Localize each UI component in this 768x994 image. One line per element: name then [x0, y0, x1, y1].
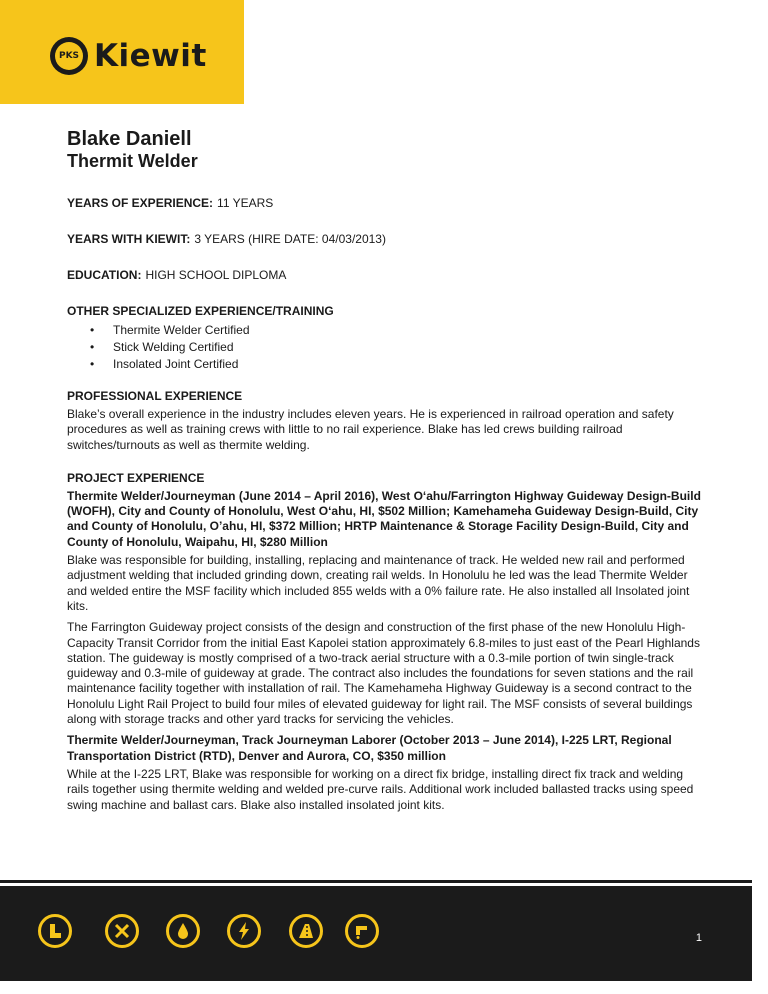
tools-icon — [105, 914, 139, 948]
education-field — [67, 268, 707, 282]
water-drop-icon — [166, 914, 200, 948]
footer-divider — [0, 880, 752, 883]
education-value: HIGH SCHOOL DIPLOMA — [145, 268, 287, 282]
resume-content — [67, 128, 707, 813]
training-item: • Thermite Welder Certified — [113, 322, 707, 339]
years-kiewit-value: 3 YEARS (HIRE DATE: 04/03/2013) — [194, 232, 386, 246]
logo-seal — [50, 37, 88, 75]
footer-bar — [0, 886, 752, 981]
road-icon — [289, 914, 323, 948]
training-item: • Insolated Joint Certified — [113, 356, 707, 373]
education-label: EDUCATION: — [67, 268, 142, 282]
training-heading: OTHER SPECIALIZED EXPERIENCE/TRAINING — [67, 304, 334, 318]
project-1-title: Thermite Welder/Journeyman (June 2014 – April 2016), West O‘ahu/Farrington Highway Guideway Design-Build (WOFH), City and County of Honolulu, West O‘ahu, HI, $502 Million; Kamehameha Guideway Design-Build, City and County of Honolulu, O’ahu, HI, $372 Million; HRTP Maintenance & Storage Facility Design-Build, City and County of Honolulu, Waipahu, HI, $280 Million — [67, 488, 701, 549]
job-title: Thermit Welder — [67, 151, 198, 171]
logo-block — [0, 0, 244, 104]
project-2-text: While at the I-225 LRT, Blake was responsible for working on a direct fix bridge, installing direct fix track and welding rails together using thermite welding and welded pre-curve rails. Additional work included ballasted tracks using speed swing machine and ballast cars. Blake also installed insolated joint kits. — [67, 766, 694, 812]
project-2-title: Thermite Welder/Journeyman, Track Journeyman Laborer (October 2013 – June 2014), I-225 LRT, Regional Transportation District (RTD), Denver and Aurora, CO, $350 million — [67, 733, 672, 763]
years-experience-value: 11 YEARS — [217, 196, 274, 210]
years-kiewit-label: YEARS WITH KIEWIT: — [67, 232, 191, 246]
logo-seal-text: PKS — [55, 42, 83, 70]
building-icon — [38, 914, 72, 948]
logo-wordmark: Kiewit — [94, 38, 207, 74]
project-1-text-1: Blake was responsible for building, installing, replacing and maintenance of track. He welded new rail and performed adjustment welding that included grinding down, creating rail welds. In Honolulu he led was the lead Thermite Welder and welded entire the MSF facility which included 855 welds with a 0% failure rate. He also installed all Insolated joint kits. — [67, 553, 690, 613]
years-experience-field — [67, 196, 707, 210]
years-kiewit-field — [67, 232, 707, 246]
page-number: 1 — [695, 932, 702, 944]
project-1-text-2: The Farrington Guideway project consists of the design and construction of the first phase of the new Honolulu High-Capacity Transit Corridor from the initial East Kapolei station approximately 6.8-miles to just east of the Pearl Highlands station. The guideway is mostly comprised of a two-track aerial structure with a 0.3-mile portion of twin single-track guideway and 0.3-mile of guideway at grade. The contract also includes the foundations for seven stations and the rail maintenance facility together with installation of rail. The Kamehameha Highway Guideway is a second contract to the Honolulu Light Rail Project to build four miles of elevated guideway for light rail. The MSF consists of several buildings along with storage tracks and other yard tracks for servicing the vehicles. — [67, 620, 700, 727]
lightning-icon — [227, 914, 261, 948]
projects-heading: PROJECT EXPERIENCE — [67, 470, 205, 485]
professional-heading: PROFESSIONAL EXPERIENCE — [67, 389, 243, 403]
training-item: • Stick Welding Certified — [113, 339, 707, 356]
faucet-icon — [345, 914, 379, 948]
kiewit-logo — [50, 36, 207, 76]
years-experience-label: YEARS OF EXPERIENCE: — [67, 196, 214, 210]
person-name: Blake Daniell — [67, 128, 192, 150]
professional-text: Blake’s overall experience in the industry includes eleven years. He is experienced in railroad operation and safety procedures as well as training crews with little to no rail experience. Blake has led crews building railroad switches/turnouts as well as thermite welding. — [67, 407, 674, 452]
training-list — [67, 322, 707, 373]
